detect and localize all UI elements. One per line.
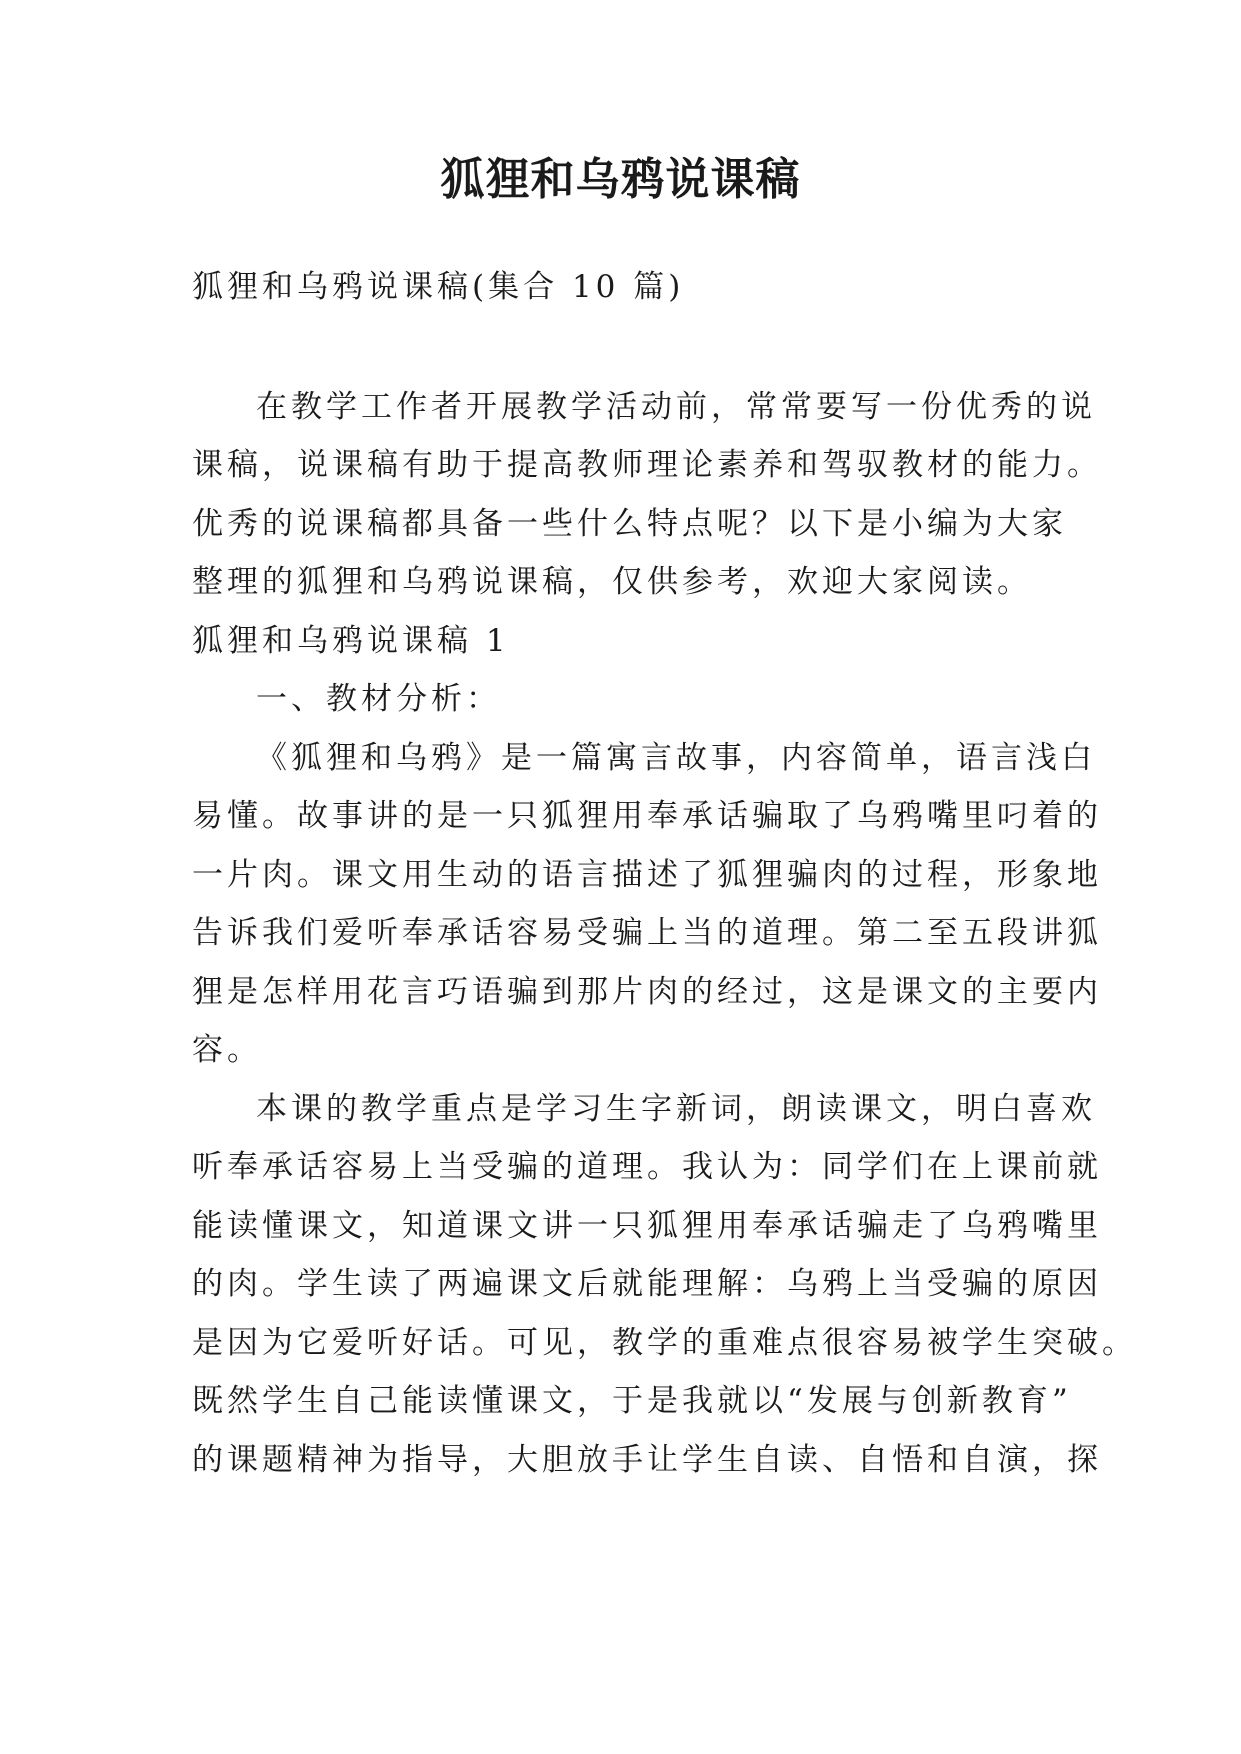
intro-line: 整理的狐狸和乌鸦说课稿，仅供参考，欢迎大家阅读。 bbox=[192, 564, 1032, 600]
paragraph-line: 既然学生自己能读懂课文，于是我就以“发展与创新教育” bbox=[192, 1383, 1072, 1419]
section-paragraph-2 bbox=[192, 1080, 1137, 1490]
paragraph-line: 的肉。学生读了两遍课文后就能理解：乌鸦上当受骗的原因 bbox=[192, 1266, 1102, 1302]
document-title: 狐狸和乌鸦说课稿 bbox=[440, 154, 801, 205]
section-heading: 狐狸和乌鸦说课稿 1 bbox=[192, 622, 510, 659]
paragraph-line: 是因为它爱听好话。可见，教学的重难点很容易被学生突破。 bbox=[192, 1324, 1137, 1361]
paragraph-line: 的课题精神为指导，大胆放手让学生自读、自悟和自演，探 bbox=[192, 1441, 1102, 1478]
section-paragraph-1 bbox=[192, 729, 1102, 1080]
document-body bbox=[192, 258, 1137, 1489]
paragraph-line: 本课的教学重点是学习生字新词，朗读课文，明白喜欢 bbox=[256, 1090, 1096, 1127]
paragraph-line: 一片肉。课文用生动的语言描述了狐狸骗肉的过程，形象地 bbox=[192, 856, 1102, 893]
intro-line: 课稿，说课稿有助于提高教师理论素养和驾驭教材的能力。 bbox=[192, 447, 1102, 483]
paragraph-line: 听奉承话容易上当受骗的道理。我认为：同学们在上课前就 bbox=[192, 1149, 1102, 1185]
document-subtitle: 狐狸和乌鸦说课稿(集合 10 篇) bbox=[192, 269, 685, 305]
paragraph-line: 《狐狸和乌鸦》是一篇寓言故事，内容简单，语言浅白 bbox=[256, 739, 1096, 776]
paragraph-line: 告诉我们爱听奉承话容易受骗上当的道理。第二至五段讲狐 bbox=[192, 915, 1102, 951]
intro-line: 在教学工作者开展教学活动前，常常要写一份优秀的说 bbox=[256, 388, 1096, 425]
paragraph-line: 容。 bbox=[192, 1032, 262, 1068]
paragraph-line: 狸是怎样用花言巧语骗到那片肉的经过，这是课文的主要内 bbox=[192, 973, 1102, 1010]
paragraph-line: 能读懂课文，知道课文讲一只狐狸用奉承话骗走了乌鸦嘴里 bbox=[192, 1207, 1102, 1244]
intro-line: 优秀的说课稿都具备一些什么特点呢？以下是小编为大家 bbox=[192, 505, 1067, 542]
section-subheading: 一、教材分析： bbox=[256, 681, 501, 717]
paragraph-line: 易懂。故事讲的是一只狐狸用奉承话骗取了乌鸦嘴里叼着的 bbox=[192, 798, 1102, 834]
intro-paragraph bbox=[192, 378, 1102, 612]
